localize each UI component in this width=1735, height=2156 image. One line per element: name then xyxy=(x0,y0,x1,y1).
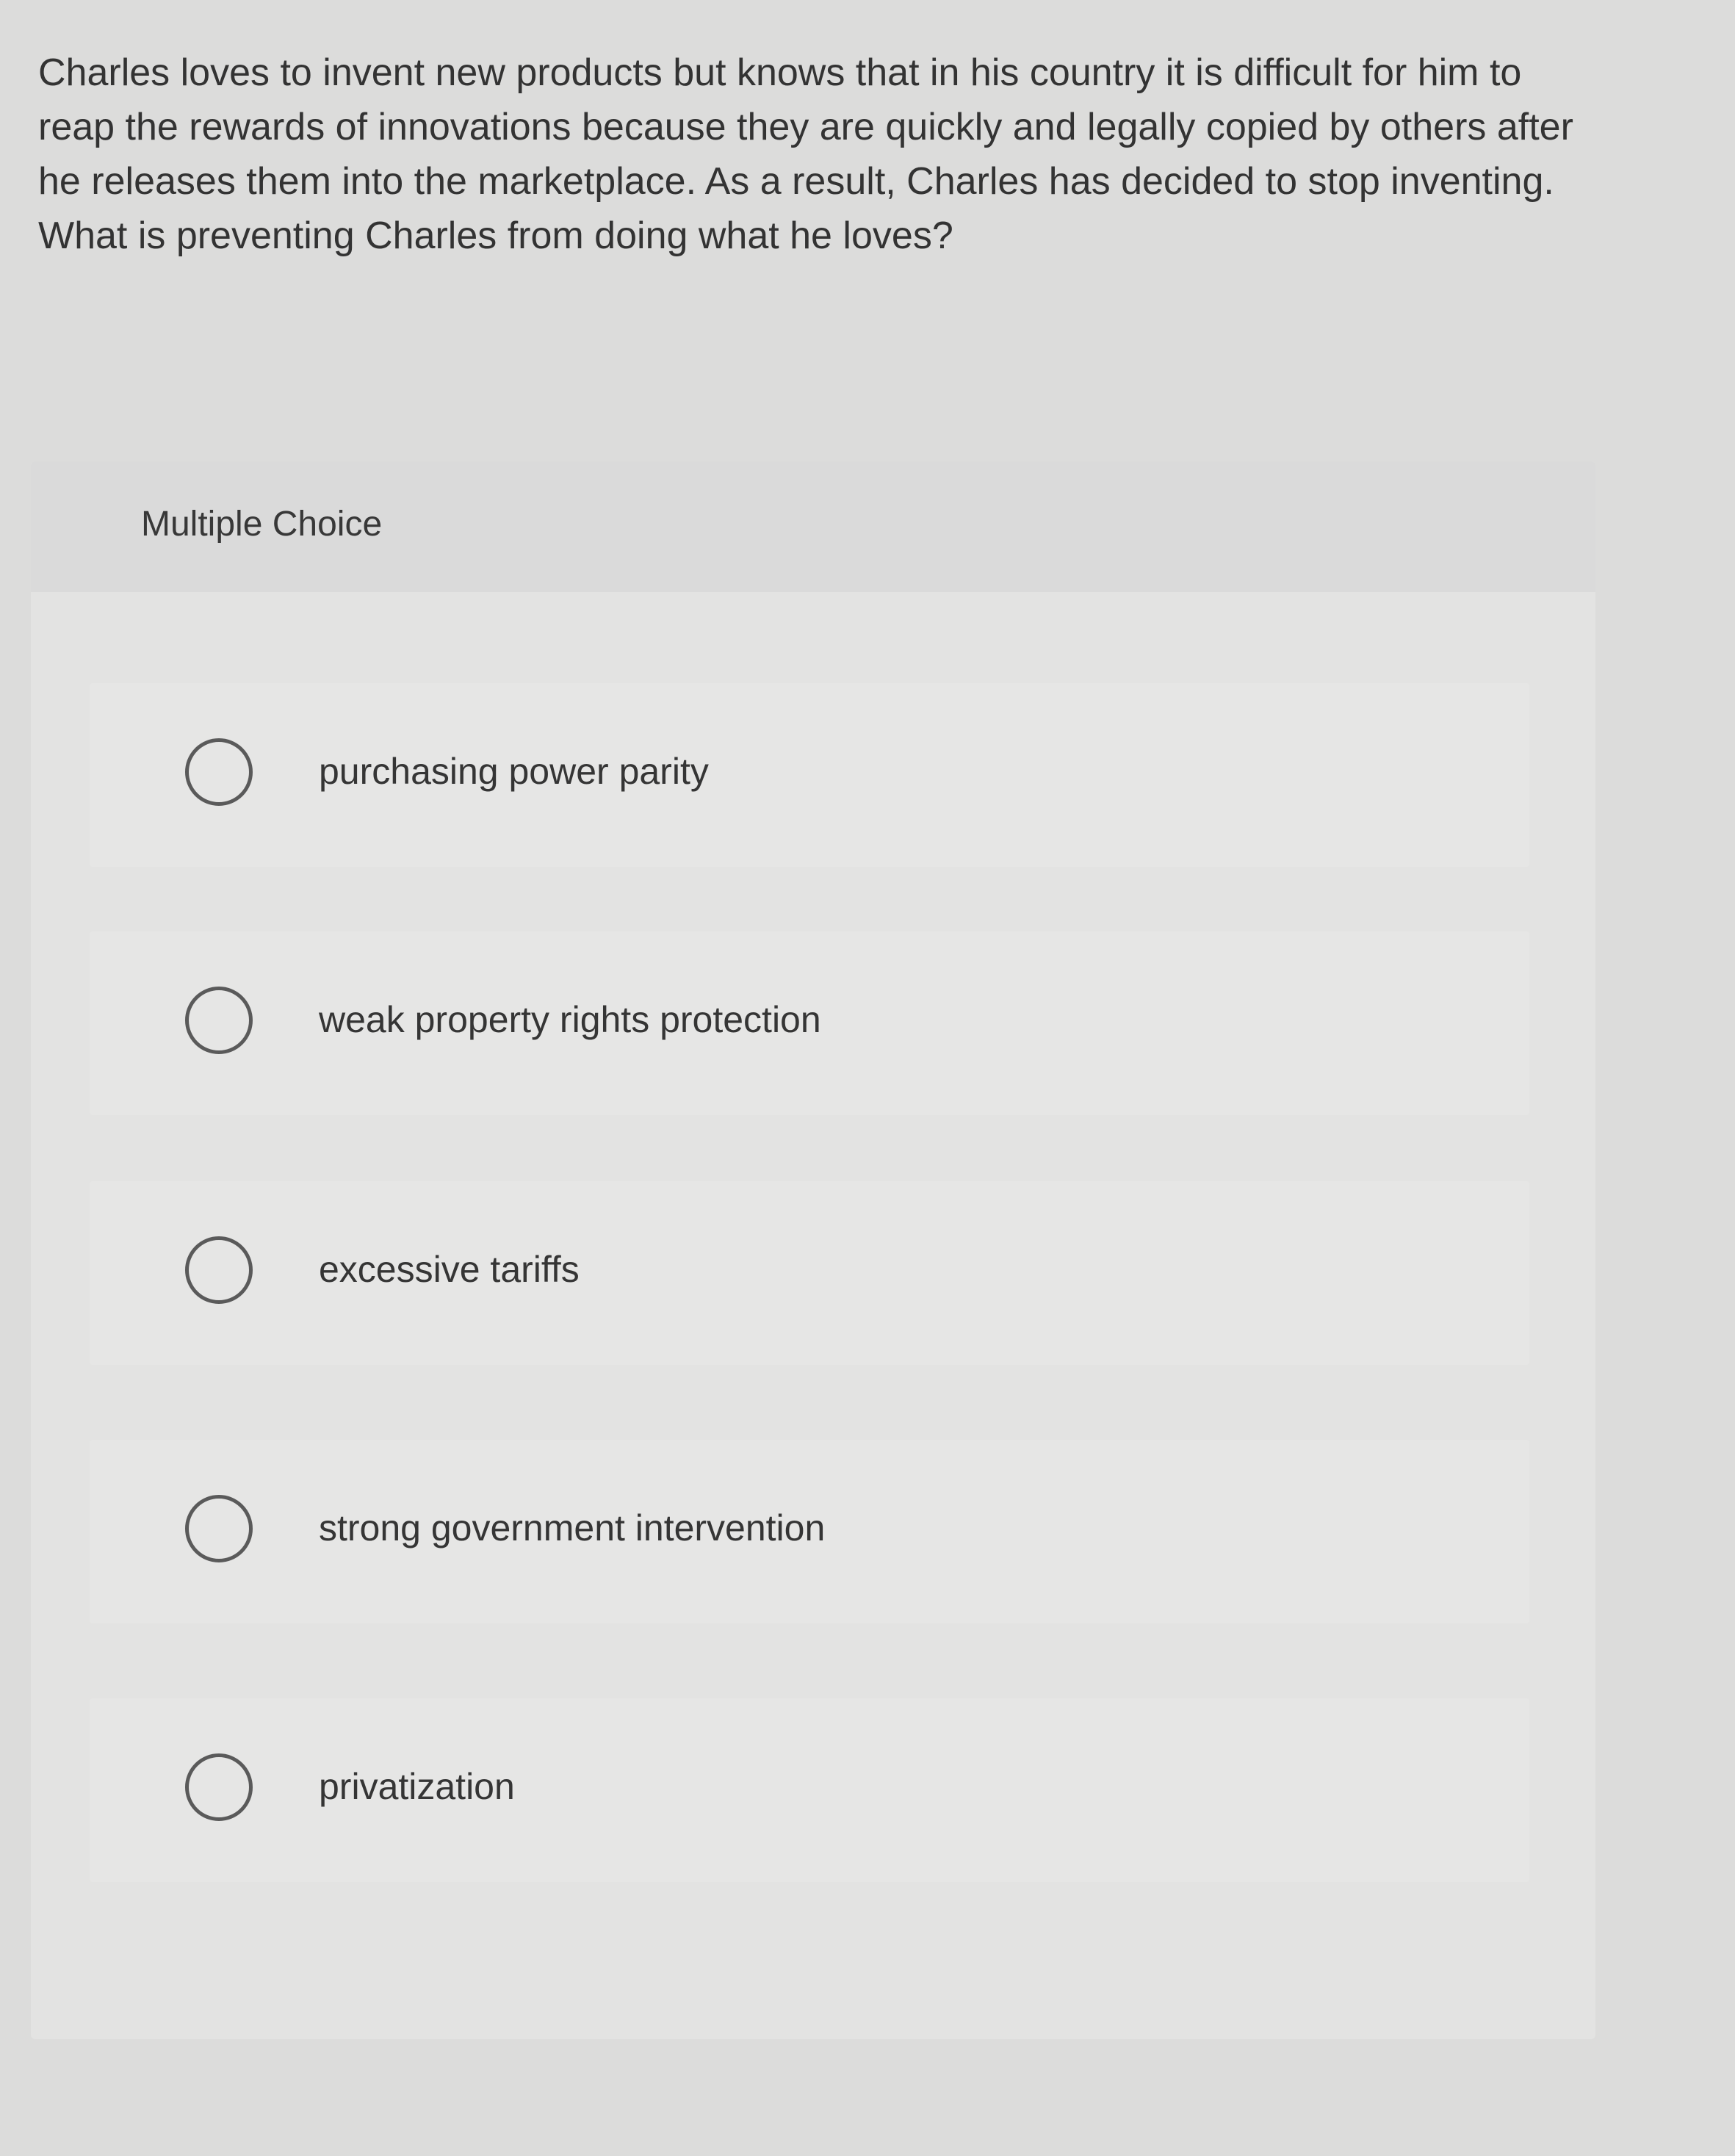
multiple-choice-title: Multiple Choice xyxy=(141,505,383,544)
answer-option[interactable] xyxy=(90,1440,1529,1623)
answer-option[interactable] xyxy=(90,1181,1529,1365)
multiple-choice-header xyxy=(31,461,1595,592)
question-text: Charles loves to invent new products but knows that in his country it is difficult for him to reap the rewards of innovations because they are quickly and legally copied by others after he releases them into the marketplace. As a result, Charles has decided to stop inventing. What is preventing Charles from doing what he loves? xyxy=(38,51,1573,257)
answer-option-label: excessive tariffs xyxy=(319,1249,580,1290)
answer-option-label: purchasing power parity xyxy=(319,751,709,792)
radio-button[interactable] xyxy=(185,987,253,1054)
radio-button[interactable] xyxy=(185,1495,253,1562)
answer-option-label: weak property rights protection xyxy=(319,999,821,1040)
answer-option[interactable] xyxy=(90,1698,1529,1882)
answer-option[interactable] xyxy=(90,931,1529,1115)
multiple-choice-panel xyxy=(31,461,1595,2039)
answer-option-label: privatization xyxy=(319,1766,515,1807)
radio-button[interactable] xyxy=(185,1753,253,1821)
answer-option-label: strong government intervention xyxy=(319,1507,826,1549)
radio-button[interactable] xyxy=(185,738,253,806)
answer-option[interactable] xyxy=(90,683,1529,867)
radio-button[interactable] xyxy=(185,1236,253,1304)
